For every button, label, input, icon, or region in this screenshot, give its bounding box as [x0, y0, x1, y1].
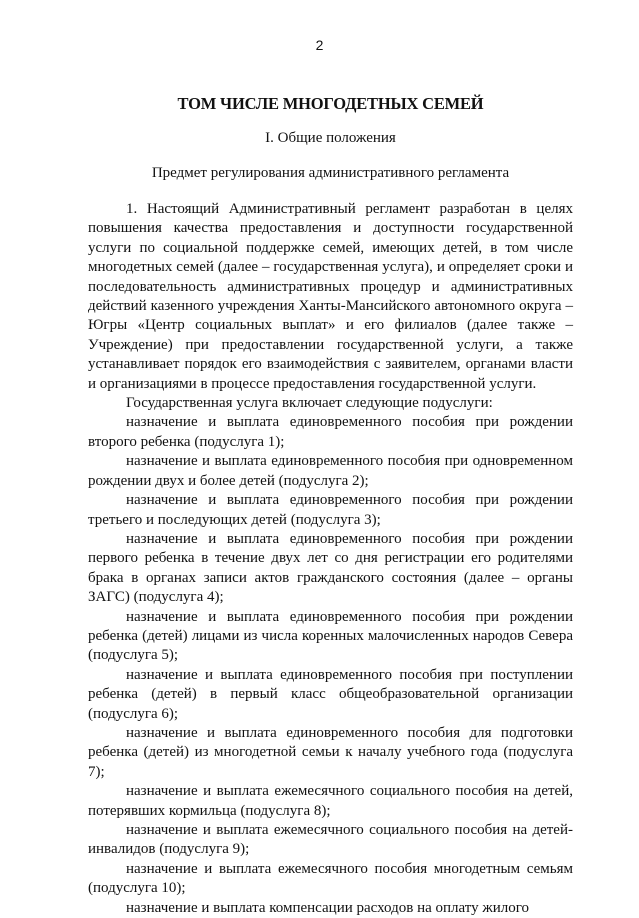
paragraph: назначение и выплата единовременного пособия при рождении второго ребенка (подуслуга 1); — [88, 414, 573, 450]
paragraph: назначение и выплата ежемесячного социального пособия на детей-инвалидов (подуслуга 9); — [88, 822, 573, 858]
paragraph: назначение и выплата единовременного пособия при рождении первого ребенка в течение двух лет со дня регистрации его родителями брака в органах записи актов гражданского состояния (далее – органы ЗАГС) (подуслуга 4); — [88, 530, 573, 606]
paragraph: назначение и выплата единовременного пособия для подготовки ребенка (детей) из многодетной семьи к началу учебного года (подуслуга 7); — [88, 724, 573, 780]
page-number: 2 — [315, 37, 324, 53]
document-title: ТОМ ЧИСЛЕ МНОГОДЕТНЫХ СЕМЕЙ — [177, 94, 484, 113]
paragraph: назначение и выплата единовременного пособия при поступлении ребенка (детей) в первый класс общеобразовательной организации (подуслуга 6); — [88, 666, 573, 722]
document-body — [88, 200, 573, 918]
paragraph: 1. Настоящий Административный регламент разработан в целях повышения качества предоставления и доступности государственной услуги по социальной поддержке семей, имеющих детей, в том числе многодетных семей (далее – государственная услуга), и определяет сроки и последовательность административных процедур и административных действий казенного учреждения Ханты-Мансийского автономного округа – Югры «Центр социальных выплат» и его филиалов (далее также – Учреждение) при предоставлении государственной услуги, а также устанавливает порядок его взаимодействия с заявителем, органами власти и организациями в процессе предоставления государственной услуги. — [88, 201, 573, 392]
subject-heading: Предмет регулирования административного регламента — [151, 165, 510, 181]
paragraph: назначение и выплата единовременного пособия при одновременном рождении двух и более детей (подуслуга 2); — [88, 453, 573, 489]
paragraph: назначение и выплата ежемесячного социального пособия на детей, потерявших кормильца (подуслуга 8); — [88, 783, 573, 819]
paragraph: назначение и выплата единовременного пособия при рождении третьего и последующих детей (подуслуга 3); — [88, 492, 573, 528]
document-content — [88, 88, 573, 918]
paragraph: Государственная услуга включает следующие подуслуги: — [126, 395, 493, 412]
paragraph: назначение и выплата ежемесячного пособия многодетным семьям (подуслуга 10); — [88, 860, 573, 897]
paragraph: назначение и выплата единовременного пособия при рождении ребенка (детей) лицами из числа коренных малочисленных народов Севера (подуслуга 5); — [88, 608, 573, 664]
paragraph: назначение и выплата компенсации расходов на оплату жилого — [126, 899, 530, 916]
section-heading: I. Общие положения — [265, 130, 396, 146]
